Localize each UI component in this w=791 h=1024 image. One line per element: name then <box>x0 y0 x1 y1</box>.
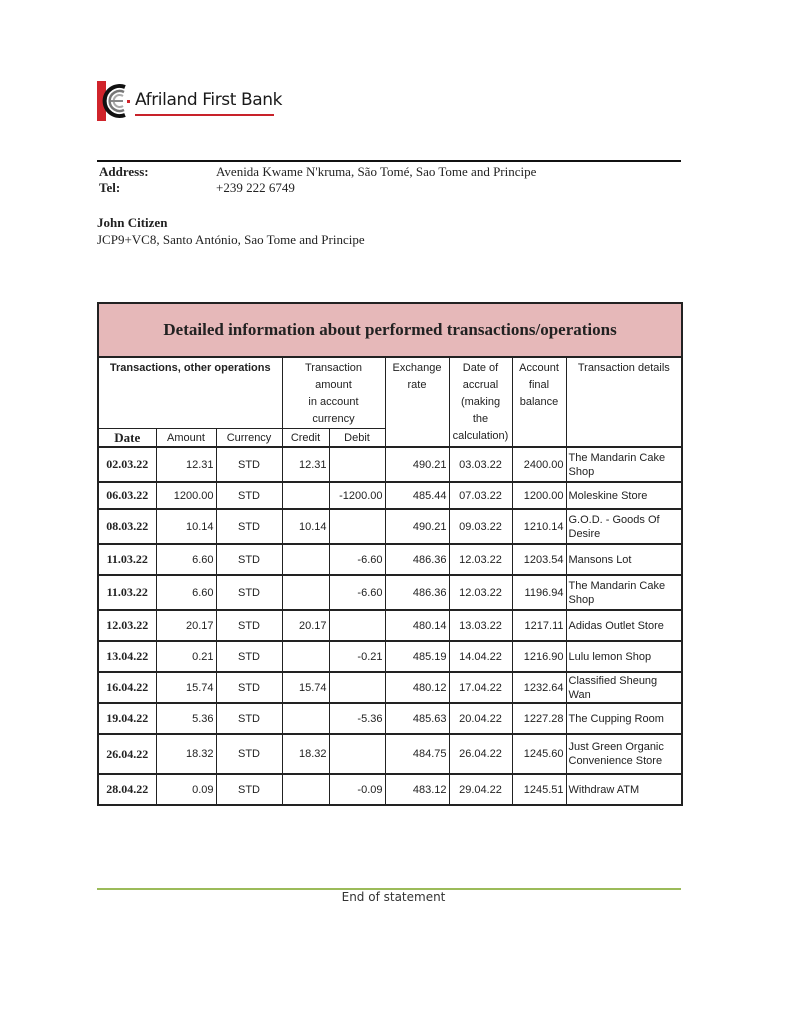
table-row <box>98 482 682 509</box>
cell-debit <box>329 734 385 774</box>
cell-debit <box>329 509 385 544</box>
customer-name: John Citizen <box>97 215 168 230</box>
cell-debit: -5.36 <box>329 703 385 734</box>
cell-debit: -6.60 <box>329 575 385 610</box>
footer <box>0 890 791 904</box>
header-line: amount <box>315 379 352 391</box>
cell-currency: STD <box>216 703 282 734</box>
header-transaction-amount <box>282 357 385 429</box>
cell-balance: 1200.00 <box>512 482 566 509</box>
cell-accrual-date: 26.04.22 <box>449 734 512 774</box>
header-line: Exchange <box>392 362 442 374</box>
cell-date: 16.04.22 <box>98 672 156 703</box>
header-line: balance <box>519 396 559 408</box>
cell-details: Moleskine Store <box>566 482 682 509</box>
header-amount: Amount <box>156 429 216 448</box>
cell-exchange-rate: 486.36 <box>385 575 449 610</box>
header-line: rate <box>407 379 427 391</box>
header-line: Date of <box>462 362 499 374</box>
bank-name: Afriland First Bank <box>135 90 283 110</box>
cell-details: The Cupping Room <box>566 703 682 734</box>
header-exchange-rate <box>385 357 449 447</box>
transactions-body <box>98 447 682 805</box>
cell-balance: 2400.00 <box>512 447 566 482</box>
table-row <box>98 610 682 641</box>
cell-amount: 0.09 <box>156 774 216 805</box>
cell-amount: 6.60 <box>156 544 216 575</box>
cell-exchange-rate: 483.12 <box>385 774 449 805</box>
cell-credit <box>282 703 329 734</box>
cell-exchange-rate: 480.12 <box>385 672 449 703</box>
cell-balance: 1210.14 <box>512 509 566 544</box>
cell-accrual-date: 29.04.22 <box>449 774 512 805</box>
table-row <box>98 703 682 734</box>
cell-currency: STD <box>216 544 282 575</box>
tel-value: +239 222 6749 <box>216 180 295 195</box>
cell-debit <box>329 672 385 703</box>
cell-accrual-date: 12.03.22 <box>449 575 512 610</box>
header-debit: Debit <box>329 429 385 448</box>
cell-date: 13.04.22 <box>98 641 156 672</box>
cell-amount: 15.74 <box>156 672 216 703</box>
cell-amount: 18.32 <box>156 734 216 774</box>
cell-balance: 1203.54 <box>512 544 566 575</box>
cell-amount: 5.36 <box>156 703 216 734</box>
cell-accrual-date: 07.03.22 <box>449 482 512 509</box>
table-row <box>98 544 682 575</box>
logo-underline <box>135 114 274 116</box>
cell-details: Adidas Outlet Store <box>566 610 682 641</box>
header-line: calculation) <box>452 430 509 442</box>
cell-accrual-date: 09.03.22 <box>449 509 512 544</box>
cell-details: Just Green Organic Convenience Store <box>566 734 682 774</box>
header-divider <box>97 160 681 162</box>
cell-date: 11.03.22 <box>98 575 156 610</box>
table-row <box>98 641 682 672</box>
cell-date: 06.03.22 <box>98 482 156 509</box>
cell-currency: STD <box>216 482 282 509</box>
cell-exchange-rate: 480.14 <box>385 610 449 641</box>
cell-details: Classified Sheung Wan <box>566 672 682 703</box>
header-transactions: Transactions, other operations <box>98 357 282 429</box>
bank-logo <box>97 81 282 123</box>
cell-accrual-date: 14.04.22 <box>449 641 512 672</box>
header-date-of-accrual <box>449 357 512 447</box>
table-row <box>98 734 682 774</box>
cell-exchange-rate: 484.75 <box>385 734 449 774</box>
cell-details: The Mandarin Cake Shop <box>566 575 682 610</box>
bank-logo-icon <box>97 81 131 121</box>
header-date: Date <box>98 429 156 448</box>
cell-date: 28.04.22 <box>98 774 156 805</box>
header-transaction-details: Transaction details <box>566 357 682 447</box>
cell-credit: 10.14 <box>282 509 329 544</box>
cell-date: 08.03.22 <box>98 509 156 544</box>
cell-accrual-date: 03.03.22 <box>449 447 512 482</box>
cell-amount: 12.31 <box>156 447 216 482</box>
transactions-table <box>97 302 681 806</box>
cell-currency: STD <box>216 610 282 641</box>
cell-credit <box>282 575 329 610</box>
cell-currency: STD <box>216 774 282 805</box>
header-line: accrual <box>462 379 499 391</box>
cell-exchange-rate: 490.21 <box>385 447 449 482</box>
table-title: Detailed information about performed transactions/operations <box>98 303 682 357</box>
cell-debit: -0.21 <box>329 641 385 672</box>
cell-accrual-date: 17.04.22 <box>449 672 512 703</box>
cell-exchange-rate: 485.44 <box>385 482 449 509</box>
cell-date: 11.03.22 <box>98 544 156 575</box>
cell-currency: STD <box>216 641 282 672</box>
cell-exchange-rate: 486.36 <box>385 544 449 575</box>
cell-details: G.O.D. - Goods Of Desire <box>566 509 682 544</box>
cell-debit: -1200.00 <box>329 482 385 509</box>
cell-amount: 1200.00 <box>156 482 216 509</box>
cell-credit <box>282 641 329 672</box>
cell-date: 19.04.22 <box>98 703 156 734</box>
cell-details: Lulu lemon Shop <box>566 641 682 672</box>
cell-details: The Mandarin Cake Shop <box>566 447 682 482</box>
cell-debit: -0.09 <box>329 774 385 805</box>
table-row <box>98 575 682 610</box>
table-row <box>98 509 682 544</box>
cell-currency: STD <box>216 734 282 774</box>
cell-exchange-rate: 490.21 <box>385 509 449 544</box>
cell-balance: 1196.94 <box>512 575 566 610</box>
cell-credit <box>282 544 329 575</box>
cell-exchange-rate: 485.19 <box>385 641 449 672</box>
header-credit: Credit <box>282 429 329 448</box>
header-line: in account <box>308 396 359 408</box>
cell-credit: 18.32 <box>282 734 329 774</box>
address-value: Avenida Kwame N'kruma, São Tomé, Sao Tome and Principe <box>216 164 537 179</box>
cell-credit: 12.31 <box>282 447 329 482</box>
header-line: Account <box>519 362 559 374</box>
cell-debit: -6.60 <box>329 544 385 575</box>
cell-accrual-date: 12.03.22 <box>449 544 512 575</box>
cell-details: Withdraw ATM <box>566 774 682 805</box>
cell-details: Mansons Lot <box>566 544 682 575</box>
cell-balance: 1245.60 <box>512 734 566 774</box>
cell-debit <box>329 610 385 641</box>
cell-accrual-date: 20.04.22 <box>449 703 512 734</box>
end-of-statement: End of statement <box>341 890 446 904</box>
cell-date: 02.03.22 <box>98 447 156 482</box>
table-row <box>98 774 682 805</box>
header-line: currency <box>312 413 355 425</box>
cell-amount: 20.17 <box>156 610 216 641</box>
cell-currency: STD <box>216 575 282 610</box>
cell-amount: 0.21 <box>156 641 216 672</box>
header-line: Transaction <box>304 362 363 374</box>
cell-balance: 1232.64 <box>512 672 566 703</box>
cell-credit: 20.17 <box>282 610 329 641</box>
cell-currency: STD <box>216 672 282 703</box>
tel-label: Tel: <box>99 180 121 195</box>
header-account-final-balance <box>512 357 566 447</box>
header-currency: Currency <box>216 429 282 448</box>
cell-amount: 6.60 <box>156 575 216 610</box>
cell-currency: STD <box>216 509 282 544</box>
header-line: (making <box>460 396 501 408</box>
cell-credit: 15.74 <box>282 672 329 703</box>
cell-date: 12.03.22 <box>98 610 156 641</box>
cell-amount: 10.14 <box>156 509 216 544</box>
cell-currency: STD <box>216 447 282 482</box>
cell-balance: 1245.51 <box>512 774 566 805</box>
cell-credit <box>282 774 329 805</box>
cell-balance: 1216.90 <box>512 641 566 672</box>
address-label: Address: <box>99 164 149 179</box>
cell-credit <box>282 482 329 509</box>
cell-accrual-date: 13.03.22 <box>449 610 512 641</box>
customer-address: JCP9+VC8, Santo António, Sao Tome and Principe <box>97 232 365 247</box>
table-row <box>98 447 682 482</box>
table-row <box>98 672 682 703</box>
header-line: the <box>472 413 489 425</box>
cell-debit <box>329 447 385 482</box>
cell-exchange-rate: 485.63 <box>385 703 449 734</box>
cell-balance: 1227.28 <box>512 703 566 734</box>
cell-date: 26.04.22 <box>98 734 156 774</box>
header-line: final <box>528 379 550 391</box>
cell-balance: 1217.11 <box>512 610 566 641</box>
